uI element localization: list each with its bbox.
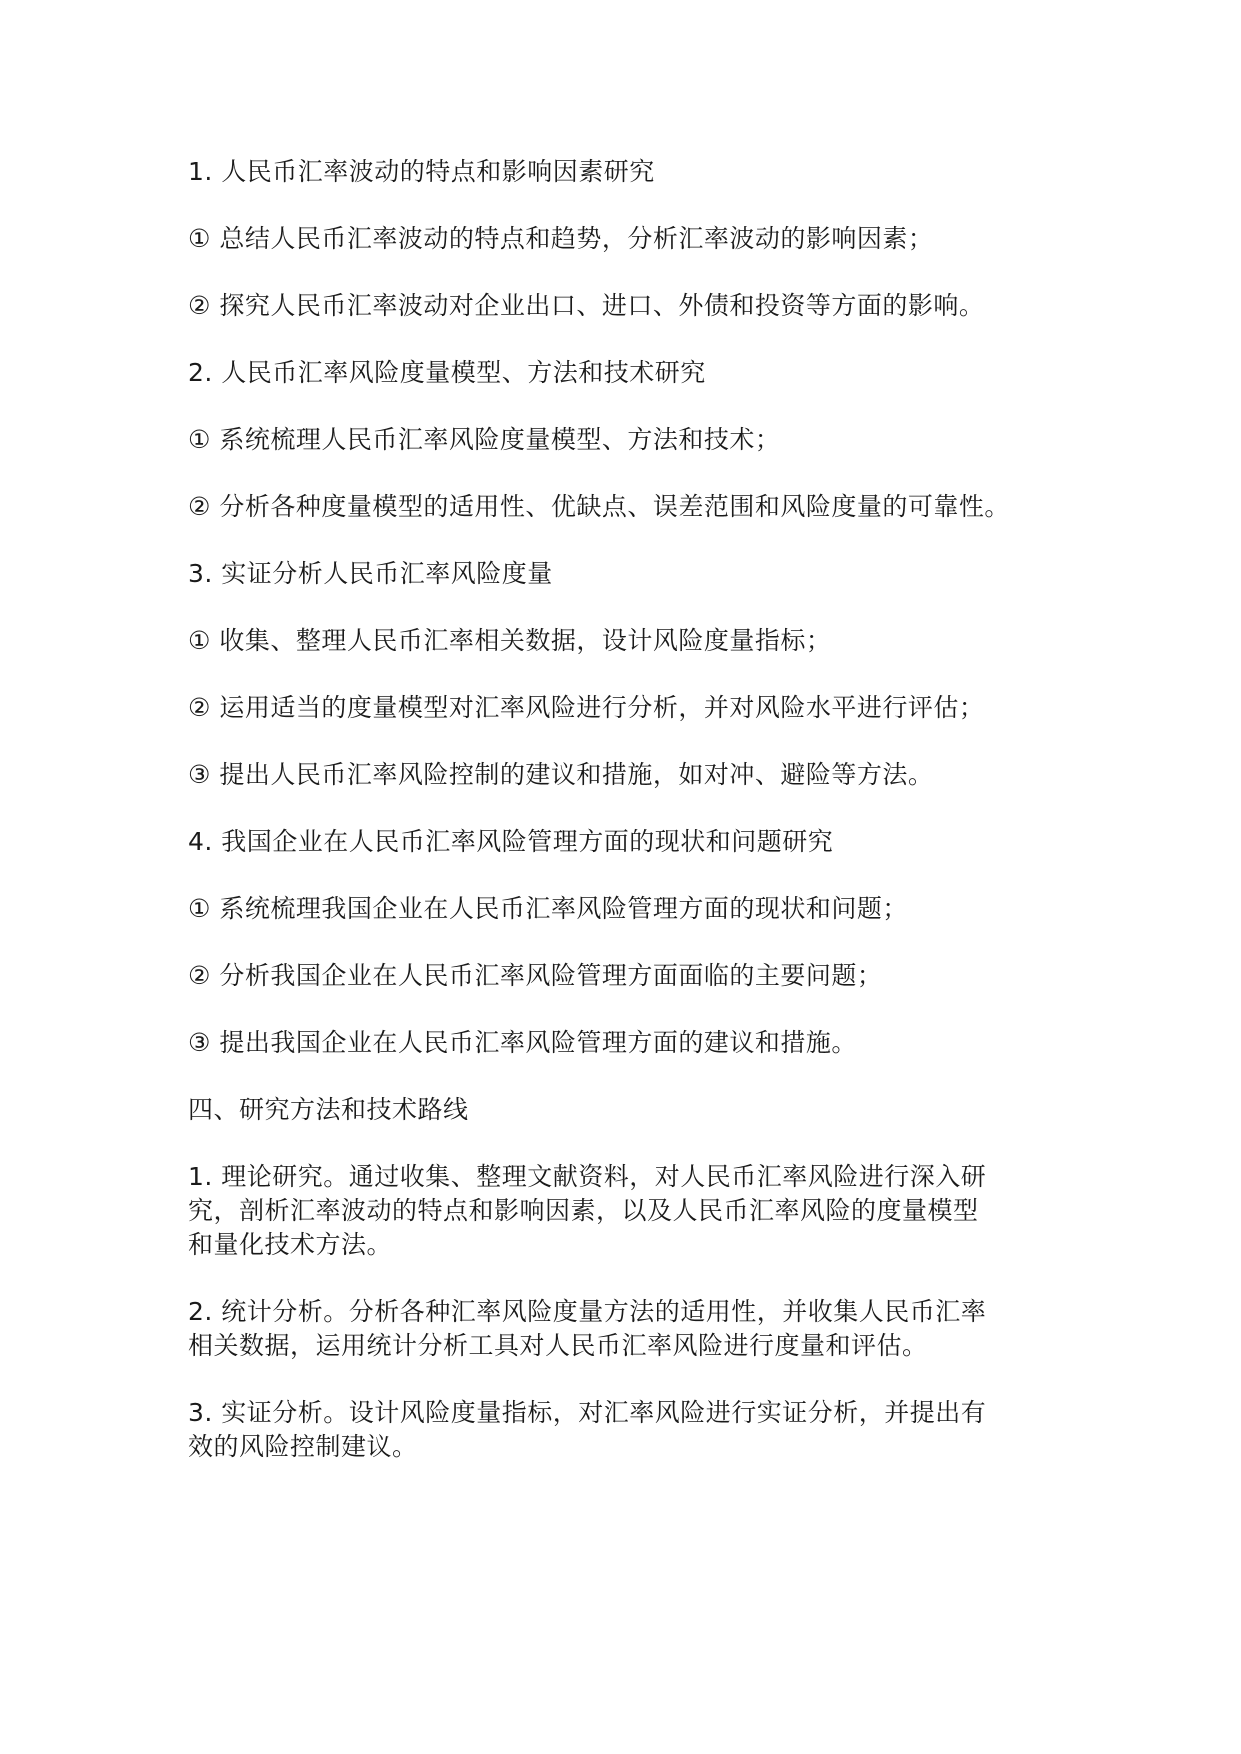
method-paragraph-3 (188, 1396, 1088, 1464)
method-3-line-1: 3. 实证分析。设计风险度量指标，对汇率风险进行实证分析，并提出有 (188, 1398, 987, 1427)
section-3-item-2: ② 运用适当的度量模型对汇率风险进行分析，并对风险水平进行评估； (188, 693, 985, 722)
section-2-item-1: ① 系统梳理人民币汇率风险度量模型、方法和技术； (188, 425, 781, 454)
section-2-item-2: ② 分析各种度量模型的适用性、优缺点、误差范围和风险度量的可靠性。 (188, 492, 1010, 521)
method-1-line-2: 究，剖析汇率波动的特点和影响因素，以及人民币汇率风险的度量模型 (188, 1196, 979, 1225)
section-3-heading: 3. 实证分析人民币汇率风险度量 (188, 559, 553, 588)
method-3-line-2: 效的风险控制建议。 (188, 1432, 418, 1461)
method-paragraph-1 (188, 1160, 1088, 1262)
chapter-heading: 四、研究方法和技术路线 (188, 1095, 469, 1124)
method-1-line-3: 和量化技术方法。 (188, 1230, 393, 1259)
document-content (188, 155, 1088, 1497)
method-paragraph-2 (188, 1295, 1088, 1363)
section-4-item-3: ③ 提出我国企业在人民币汇率风险管理方面的建议和措施。 (188, 1028, 857, 1057)
method-2-line-2: 相关数据，运用统计分析工具对人民币汇率风险进行度量和评估。 (188, 1331, 928, 1360)
section-1-item-1: ① 总结人民币汇率波动的特点和趋势，分析汇率波动的影响因素； (188, 224, 934, 253)
section-1-item-2: ② 探究人民币汇率波动对企业出口、进口、外债和投资等方面的影响。 (188, 291, 985, 320)
method-1-line-1: 1. 理论研究。通过收集、整理文献资料，对人民币汇率风险进行深入研 (188, 1162, 987, 1191)
section-4-item-1: ① 系统梳理我国企业在人民币汇率风险管理方面的现状和问题； (188, 894, 908, 923)
section-2-heading: 2. 人民币汇率风险度量模型、方法和技术研究 (188, 358, 706, 387)
section-4-item-2: ② 分析我国企业在人民币汇率风险管理方面面临的主要问题； (188, 961, 883, 990)
method-2-line-1: 2. 统计分析。分析各种汇率风险度量方法的适用性，并收集人民币汇率 (188, 1297, 987, 1326)
section-3-item-1: ① 收集、整理人民币汇率相关数据，设计风险度量指标； (188, 626, 832, 655)
section-3-item-3: ③ 提出人民币汇率风险控制的建议和措施，如对冲、避险等方法。 (188, 760, 934, 789)
section-1-heading: 1. 人民币汇率波动的特点和影响因素研究 (188, 157, 655, 186)
section-4-heading: 4. 我国企业在人民币汇率风险管理方面的现状和问题研究 (188, 827, 834, 856)
